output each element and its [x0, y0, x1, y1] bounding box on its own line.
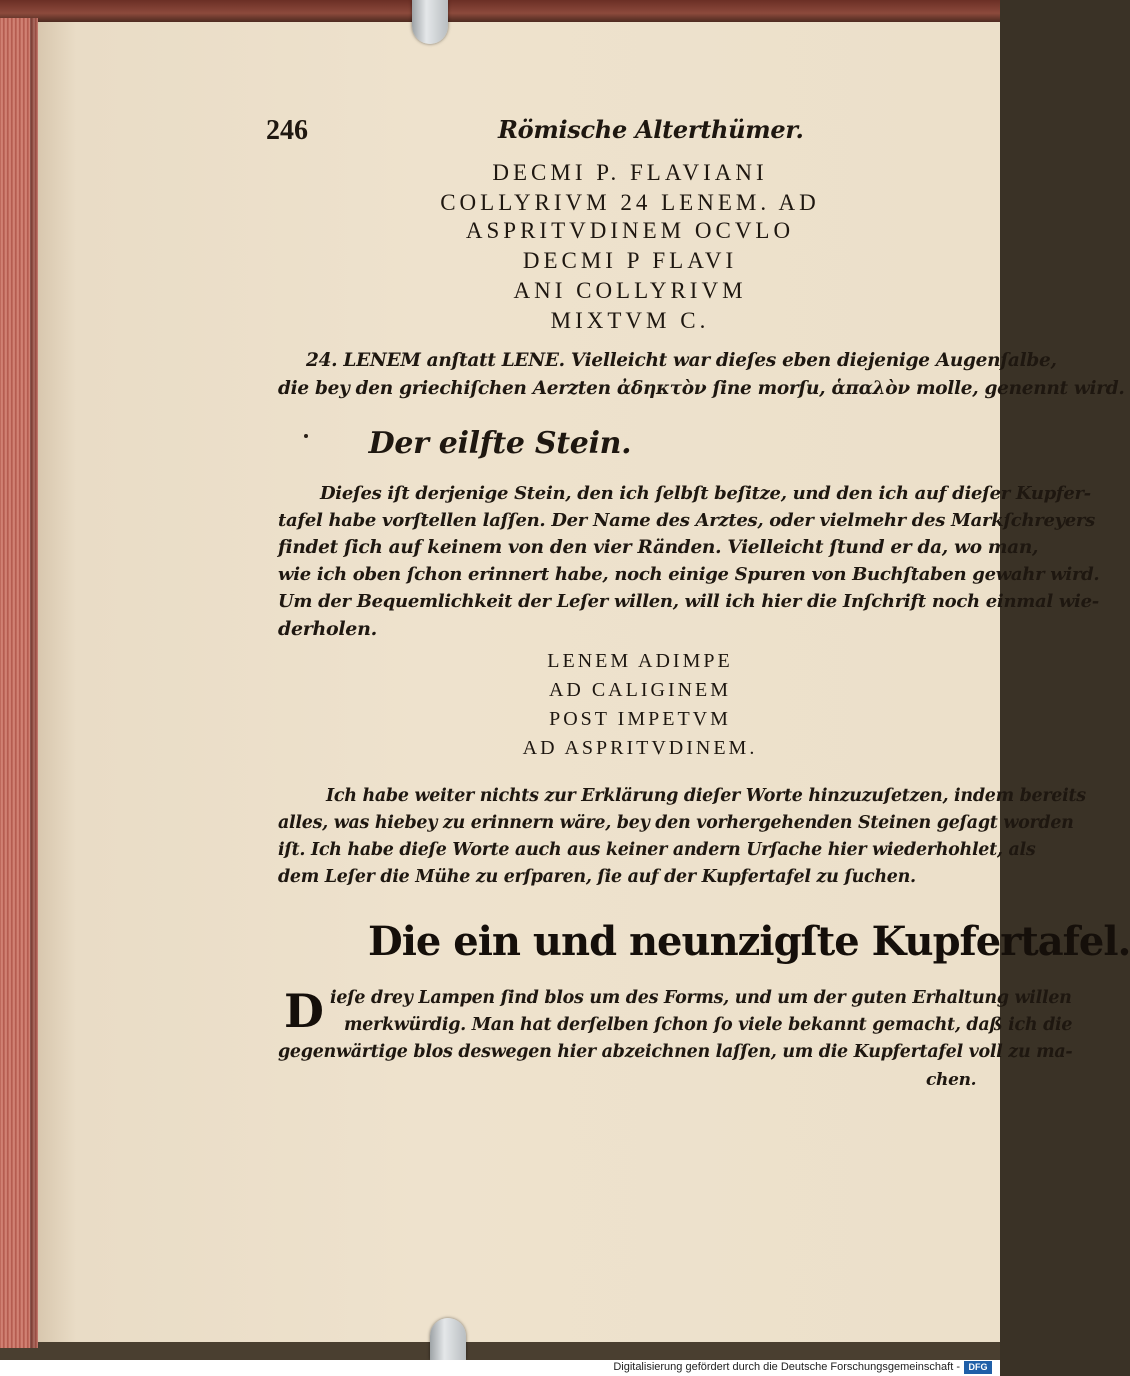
note-line: 24. LENEM anſtatt LENE. Vielleicht war dieſes eben diejenige Augenſalbe, — [306, 350, 1057, 371]
dfg-logo: DFG — [964, 1361, 992, 1374]
page-clip-top — [412, 0, 448, 44]
inscription-line: AD ASPRITVDINEM. — [522, 737, 758, 759]
paragraph-line: ieſe drey Lampen ſind blos um des Forms, und um der guten Erhaltung willen — [330, 988, 1072, 1008]
paragraph-line: tafel habe vorſtellen laſſen. Der Name des Arztes, oder vielmehr des Markſchreyers — [278, 510, 1095, 531]
drop-capital: D — [284, 984, 324, 1038]
paragraph-line: gegenwärtige blos deswegen hier abzeichnen laſſen, um die Kupfertafel voll zu ma- — [278, 1042, 1073, 1062]
inscription-line: MIXTVM C. — [550, 308, 710, 333]
note-line: die bey den griechiſchen Aerzten ἀδηκτὸν ſine morſu, ἁπαλὸν molle, genennt wird. — [278, 378, 1125, 399]
inscription-line: LENEM ADIMPE — [547, 650, 733, 672]
paragraph-line: chen. — [926, 1070, 977, 1090]
section-heading-stone: Der eilfte Stein. — [368, 426, 632, 461]
paragraph-line: iſt. Ich habe dieſe Worte auch aus keiner andern Urſache hier wiederhohlet, als — [278, 840, 1036, 860]
running-title: Römische Alterthümer. — [498, 115, 804, 144]
inscription-line: AD CALIGINEM — [548, 679, 732, 701]
paragraph-line: dem Leſer die Mühe zu erſparen, ſie auf der Kupfertafel zu ſuchen. — [278, 867, 916, 887]
inscription-line: POST IMPETVM — [549, 708, 731, 730]
paragraph-line: derholen. — [278, 618, 377, 640]
inscription-line: DECMI P FLAVI — [522, 248, 738, 273]
digitization-credit: Digitalisierung gefördert durch die Deutsche Forschungsgemeinschaft - — [613, 1361, 960, 1373]
inscription-line: DECMI P. FLAVIANI — [492, 160, 768, 185]
paragraph-line: Um der Bequemlichkeit der Leſer willen, will ich hier die Inſchrift noch einmal wie- — [278, 591, 1099, 612]
section-heading-plate: Die ein und neunzigſte Kupfertafel. — [368, 918, 1130, 965]
inscription-line: ASPRITVDINEM OCVLO — [465, 218, 795, 243]
paragraph-line: Ich habe weiter nichts zur Erklärung dieſer Worte hinzuzuſetzen, indem bereits — [326, 786, 1086, 806]
book-binding-top — [0, 0, 1000, 22]
paragraph-line: merkwürdig. Man hat derſelben ſchon ſo viele bekannt gemacht, daß ich die — [344, 1015, 1073, 1035]
paragraph-line: Dieſes iſt derjenige Stein, den ich ſelbſt beſitze, und den ich auf dieſer Kupfer- — [320, 483, 1091, 504]
paragraph-line: alles, was hiebey zu erinnern wäre, bey den vorhergehenden Steinen geſagt worden — [278, 813, 1074, 833]
inscription-line: COLLYRIVM 24 LENEM. AD — [440, 190, 820, 215]
paragraph-line: findet ſich auf keinem von den vier Ränden. Vielleicht ſtund er da, wo man, — [278, 537, 1039, 558]
inscription-line: ANI COLLYRIVM — [513, 278, 747, 303]
page-clip-bottom — [430, 1318, 466, 1360]
page-number: 246 — [266, 115, 308, 146]
paragraph-line: wie ich oben ſchon erinnert habe, noch einige Spuren von Buchſtaben gewahr wird. — [278, 564, 1100, 585]
